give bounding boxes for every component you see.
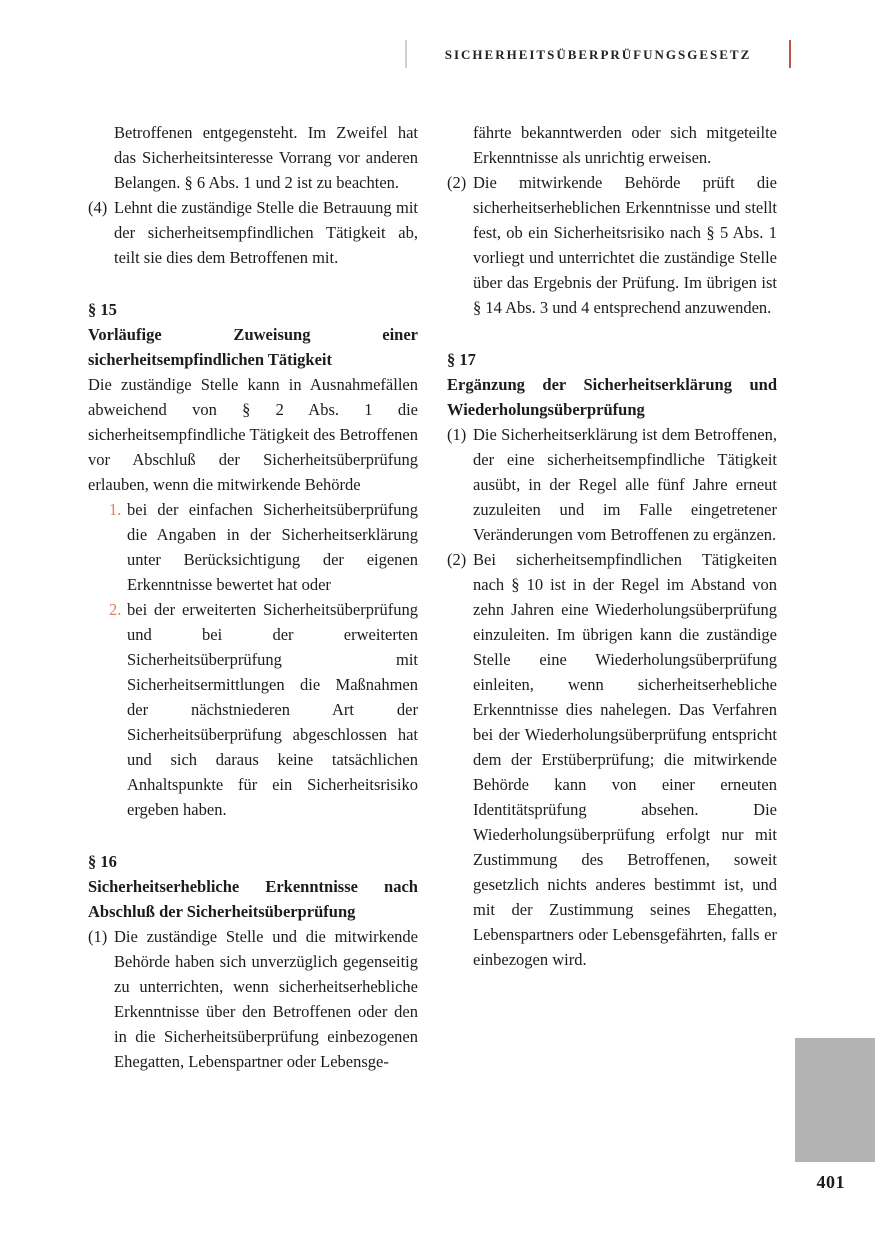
paragraph-text: Bei sicherheitsempfindlichen Tätigkeiten nach § 10 ist in der Regel im Abstand von zehn Jahren eine Wiederholungsüberprüfung einzuleiten. Im übrigen kann die zuständige Stelle eine Wiederholungsüberprüfung einleiten, wenn sicherheitserhebliche Erkenntnisse dies nahelegen. Das Verfahren bei der Wiederholungsüberprüfung entspricht dem der Erstüberprüfung; die mitwirkende Behörde kann von einer erneuten Identitätsprüfung absehen. Die Wiederholungsüberprüfung erfolgt nur mit Zustimmung des Betroffenen, soweit gesetzlich nichts anderes bestimmt ist, und mit der Zustimmung seines Ehegatten, Lebenspartners oder Lebensgefährten, falls er einbezogen wird. xyxy=(473,550,777,969)
chapter-thumb-tab xyxy=(795,1038,875,1162)
paragraph-abs-4 xyxy=(88,195,418,270)
list-number: 2. xyxy=(109,600,122,619)
paragraph-continuation: fährte bekanntwerden oder sich mitgeteilte Erkenntnisse als unrichtig erweisen. xyxy=(473,123,777,167)
list-number: 1. xyxy=(109,500,122,519)
section-15-heading xyxy=(88,297,418,372)
paragraph-abs-2 xyxy=(447,170,777,320)
section-16-heading xyxy=(88,849,418,924)
paragraph-text: Die mitwirkende Behörde prüft die sicherheitserheblichen Erkenntnisse und stellt fest, ob ein Sicherheitsrisiko nach § 5 Abs. 1 vorliegt und unterrichtet die zuständige Stelle über das Ergebnis der Prüfung. Im übrigen ist § 14 Abs. 3 und 4 entsprechend anzuwenden. xyxy=(473,173,777,317)
paragraph-marker: (1) xyxy=(447,425,467,444)
section-15-intro: Die zuständige Stelle kann in Ausnahmefällen abweichend von § 2 Abs. 1 die sicherheitsempfindliche Tätigkeit des Betroffenen vor Abschluß der Sicherheitsüberprüfung erlauben, wenn die mitwirkende Behörde xyxy=(88,375,418,494)
paragraph-abs-2 xyxy=(447,547,777,972)
section-17-heading xyxy=(447,347,777,422)
list-item-2 xyxy=(88,597,418,822)
page-number: 401 xyxy=(816,1172,845,1192)
section-number: § 16 xyxy=(88,852,117,871)
header-rule-right xyxy=(789,40,791,68)
paragraph-marker: (2) xyxy=(447,550,467,569)
section-title: Ergänzung der Sicherheitserklärung und Wiederholungsüberprüfung xyxy=(447,375,777,419)
header-rule-left xyxy=(405,40,407,68)
section-number: § 17 xyxy=(447,350,476,369)
paragraph-marker: (4) xyxy=(88,198,108,217)
paragraph-abs-1 xyxy=(447,422,777,547)
list-item-1 xyxy=(88,497,418,597)
section-title: Sicherheitserhebliche Erkenntnisse nach Abschluß der Sicherheitsüberprüfung xyxy=(88,877,418,921)
paragraph-text: Die zuständige Stelle und die mitwirkende Behörde haben sich unverzüglich gegenseitig zu unterrichten, wenn sicherheitserhebliche Erkenntnisse über den Betroffenen oder den in die Sicherheitsüberprüfung einbezogenen Ehegatten, Lebenspartner oder Lebensge- xyxy=(114,927,418,1071)
left-column xyxy=(88,120,418,1074)
paragraph-marker: (2) xyxy=(447,173,467,192)
paragraph-continuation: Betroffenen entgegensteht. Im Zweifel hat das Sicherheitsinteresse Vorrang vor anderen Belangen. § 6 Abs. 1 und 2 ist zu beachten. xyxy=(114,123,418,192)
paragraph-marker: (1) xyxy=(88,927,108,946)
section-title: Vorläufige Zuweisung einer sicherheitsempfindlichen Tätigkeit xyxy=(88,325,418,369)
list-text: bei der erweiterten Sicherheitsüberprüfung und bei der erweiterten Sicherheitsüberprüfung mit Sicherheitsermittlungen die Maßnahmen der nächstniederen Art der Sicherheitsüberprüfung abgeschlossen hat und sich daraus keine tatsächlichen Anhaltspunkte für ein Sicherheitsrisiko ergeben haben. xyxy=(127,600,418,819)
running-head-title: SICHERHEITSÜBERPRÜFUNGSGESETZ xyxy=(444,46,752,62)
text-columns xyxy=(88,120,777,1074)
list-text: bei der einfachen Sicherheitsüberprüfung die Angaben in der Sicherheitserklärung unter Berücksichtigung der eigenen Erkenntnisse bewertet hat oder xyxy=(127,500,418,594)
section-number: § 15 xyxy=(88,300,117,319)
paragraph-text: Die Sicherheitserklärung ist dem Betroffenen, der eine sicherheitsempfindliche Tätigkeit ausübt, in der Regel alle fünf Jahre erneut zuzuleiten und im Falle eingetretener Veränderungen vom Betroffenen zu ergänzen. xyxy=(473,425,777,544)
running-header xyxy=(405,40,791,68)
paragraph-abs-1 xyxy=(88,924,418,1074)
paragraph-text: Lehnt die zuständige Stelle die Betrauung mit der sicherheitsempfindlichen Tätigkeit ab, teilt sie dies dem Betroffenen mit. xyxy=(114,198,418,267)
right-column xyxy=(447,120,777,1074)
